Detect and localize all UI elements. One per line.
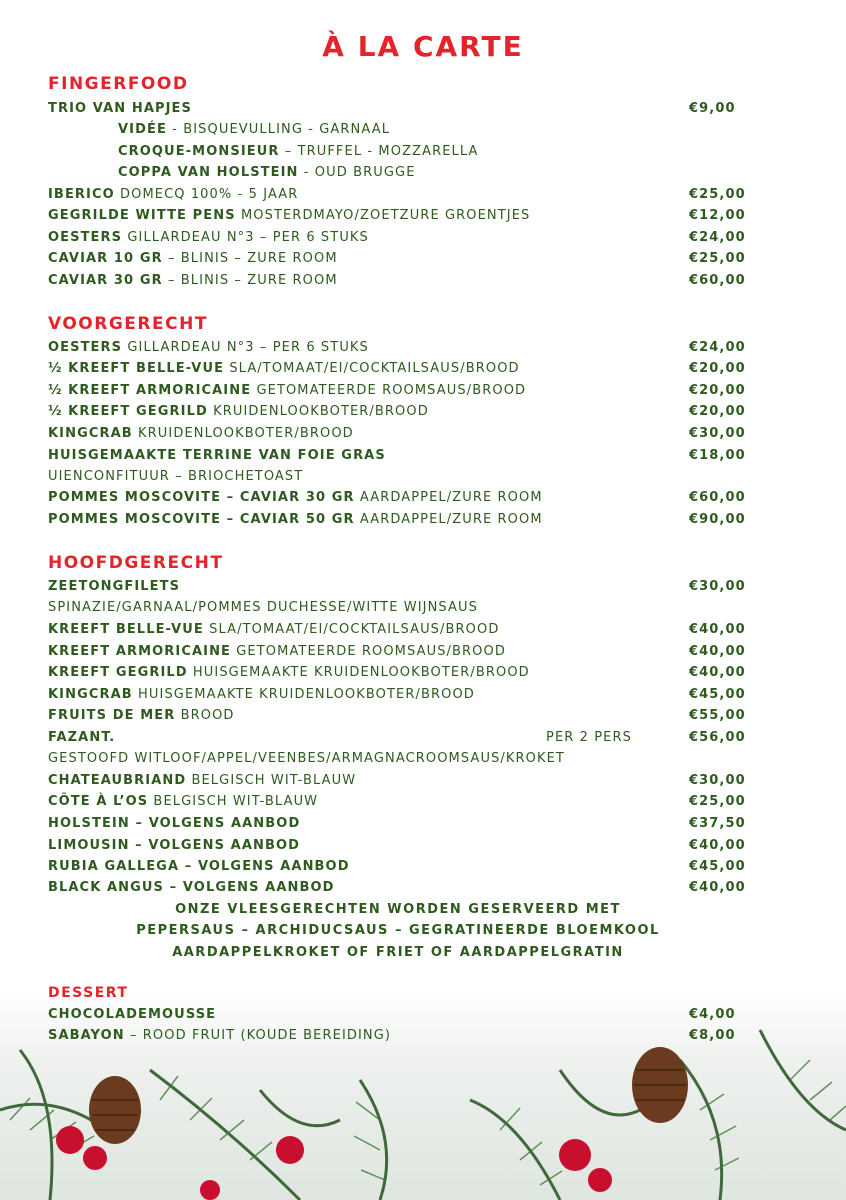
item-price: €55,00	[689, 708, 746, 723]
item-price: €60,00	[689, 273, 746, 288]
item-price: €20,00	[689, 361, 746, 376]
item-price: €40,00	[689, 622, 746, 637]
item-price: €30,00	[689, 426, 746, 441]
item-price: €40,00	[689, 644, 746, 659]
item-desc: DOMECQ 100% - 5 JAAR	[114, 187, 299, 202]
item-desc: – BLINIS – ZURE ROOM	[162, 251, 338, 266]
item-price: €56,00	[689, 730, 746, 745]
menu-item-half-kreeft-armoricaine	[48, 383, 748, 404]
item-name: ½ KREEFT BELLE-VUE	[48, 361, 225, 376]
item-name: CAVIAR 10 GR	[48, 251, 163, 266]
menu-item-limousin	[48, 838, 748, 859]
menu-item-pommes-moscovite-50	[48, 512, 748, 533]
item-desc: – ROOD FRUIT (KOUDE BEREIDING)	[124, 1028, 392, 1043]
menu-item-chateaubriand	[48, 773, 748, 794]
menu-item-terrine	[48, 448, 748, 469]
item-price: €12,00	[689, 208, 746, 223]
item-price: €40,00	[689, 665, 746, 680]
item-desc: - OUD BRUGGE	[298, 165, 416, 180]
item-price: €37,50	[689, 816, 746, 831]
menu-item-oesters	[48, 230, 748, 251]
item-desc: SPINAZIE/GARNAAL/POMMES DUCHESSE/WITTE WIJNSAUS	[48, 600, 478, 615]
item-name: KREEFT ARMORICAINE	[48, 644, 232, 659]
section-heading-hoofdgerecht: HOOFDGERECHT	[48, 553, 224, 573]
menu-item-fazant-desc	[48, 751, 748, 772]
menu-subitem-croque	[118, 144, 818, 165]
item-price: €9,00	[689, 101, 736, 116]
menu-item-kreeft-belle-vue	[48, 622, 748, 643]
menu-item-terrine-desc	[48, 469, 748, 490]
item-name: CÔTE À L’OS	[48, 794, 149, 809]
item-name: FRUITS DE MER	[48, 708, 176, 723]
item-name: OESTERS	[48, 340, 123, 355]
item-price: €24,00	[689, 340, 746, 355]
menu-item-sabayon	[48, 1028, 748, 1049]
item-name: KREEFT BELLE-VUE	[48, 622, 204, 637]
item-name: SABAYON	[48, 1028, 125, 1043]
item-name: KINGCRAB	[48, 687, 133, 702]
item-desc: HUISGEMAAKTE KRUIDENLOOKBOTER/BROOD	[132, 687, 475, 702]
menu-item-half-kreeft-belle-vue	[48, 361, 748, 382]
footnote-line-3: AARDAPPELKROKET OF FRIET OF AARDAPPELGRATIN	[172, 945, 624, 960]
item-price: €40,00	[689, 838, 746, 853]
item-name: RUBIA GALLEGA – VOLGENS AANBOD	[48, 859, 350, 874]
item-name: CHATEAUBRIAND	[48, 773, 187, 788]
item-price: €45,00	[689, 687, 746, 702]
item-name: ½ KREEFT ARMORICAINE	[48, 383, 252, 398]
menu-item-caviar-10	[48, 251, 748, 272]
item-price: €25,00	[689, 794, 746, 809]
item-price: €4,00	[689, 1007, 736, 1022]
item-note: PER 2 PERS	[546, 730, 632, 745]
item-desc: HUISGEMAAKTE KRUIDENLOOKBOTER/BROOD	[187, 665, 530, 680]
item-desc: KRUIDENLOOKBOTER/BROOD	[132, 426, 354, 441]
section-heading-dessert: DESSERT	[48, 985, 129, 1001]
item-desc: BELGISCH WIT-BLAUW	[186, 773, 357, 788]
menu-subitem-coppa	[118, 165, 818, 186]
item-desc: GETOMATEERDE ROOMSAUS/BROOD	[231, 644, 506, 659]
item-price: €20,00	[689, 404, 746, 419]
page-title: À LA CARTE	[322, 30, 524, 63]
item-desc: UIENCONFITUUR – BRIOCHETOAST	[48, 469, 304, 484]
item-desc: AARDAPPEL/ZURE ROOM	[354, 490, 543, 505]
item-desc: KRUIDENLOOKBOTER/BROOD	[207, 404, 429, 419]
footnote-line-2: PEPERSAUS – ARCHIDUCSAUS – GEGRATINEERDE BLOEMKOOL	[136, 923, 660, 938]
item-price: €24,00	[689, 230, 746, 245]
item-desc: AARDAPPEL/ZURE ROOM	[354, 512, 543, 527]
item-desc: – TRUFFEL - MOZZARELLA	[279, 144, 479, 159]
item-name: CAVIAR 30 GR	[48, 273, 163, 288]
menu-item-zeetongfilets-desc	[48, 600, 748, 621]
menu-item-fruits-de-mer	[48, 708, 748, 729]
menu-item-rubia-gallega	[48, 859, 748, 880]
item-name: CROQUE-MONSIEUR	[118, 144, 280, 159]
item-desc: GESTOOFD WITLOOF/APPEL/VEENBES/ARMAGNACROOMSAUS/KROKET	[48, 751, 565, 766]
item-name: BLACK ANGUS – VOLGENS AANBOD	[48, 880, 335, 895]
item-desc: – BLINIS – ZURE ROOM	[162, 273, 338, 288]
item-price: €25,00	[689, 187, 746, 202]
section-heading-fingerfood: FINGERFOOD	[48, 74, 189, 94]
menu-item-fazant	[48, 730, 748, 751]
footnote-line-1: ONZE VLEESGERECHTEN WORDEN GESERVEERD MET	[175, 902, 621, 917]
item-price: €30,00	[689, 579, 746, 594]
item-name: KREEFT GEGRILD	[48, 665, 188, 680]
item-desc: GILLARDEAU N°3 – PER 6 STUKS	[122, 340, 369, 355]
item-price: €20,00	[689, 383, 746, 398]
item-name: ½ KREEFT GEGRILD	[48, 404, 208, 419]
item-name: KINGCRAB	[48, 426, 133, 441]
menu-item-caviar-30	[48, 273, 748, 294]
menu-item-kingcrab	[48, 687, 748, 708]
item-name: IBERICO	[48, 187, 115, 202]
menu-item-black-angus	[48, 880, 748, 901]
menu-item-oesters	[48, 340, 748, 361]
item-name: LIMOUSIN – VOLGENS AANBOD	[48, 838, 301, 853]
menu-item-trio	[48, 101, 748, 122]
item-price: €30,00	[689, 773, 746, 788]
menu-item-iberico	[48, 187, 748, 208]
item-desc: GETOMATEERDE ROOMSAUS/BROOD	[251, 383, 527, 398]
item-name: CHOCOLADEMOUSSE	[48, 1007, 217, 1022]
item-name: HOLSTEIN – VOLGENS AANBOD	[48, 816, 301, 831]
menu-item-holstein	[48, 816, 748, 837]
item-desc: - BISQUEVULLING - GARNAAL	[166, 122, 391, 137]
item-name: COPPA VAN HOLSTEIN	[118, 165, 299, 180]
item-price: €40,00	[689, 880, 746, 895]
item-desc: SLA/TOMAAT/EI/COCKTAILSAUS/BROOD	[224, 361, 520, 376]
item-price: €25,00	[689, 251, 746, 266]
item-price: €8,00	[689, 1028, 736, 1043]
menu-item-kreeft-gegrild	[48, 665, 748, 686]
item-price: €45,00	[689, 859, 746, 874]
menu-item-zeetongfilets	[48, 579, 748, 600]
menu-item-kreeft-armoricaine	[48, 644, 748, 665]
item-name: ZEETONGFILETS	[48, 579, 181, 594]
menu-item-half-kreeft-gegrild	[48, 404, 748, 425]
item-name: GEGRILDE WITTE PENS	[48, 208, 236, 223]
item-price: €90,00	[689, 512, 746, 527]
item-name: POMMES MOSCOVITE – CAVIAR 30 GR	[48, 490, 355, 505]
item-desc: GILLARDEAU N°3 – PER 6 STUKS	[122, 230, 369, 245]
item-name: FAZANT.	[48, 730, 116, 745]
item-name: OESTERS	[48, 230, 123, 245]
item-name: TRIO VAN HAPJES	[48, 101, 192, 116]
item-name: POMMES MOSCOVITE – CAVIAR 50 GR	[48, 512, 355, 527]
item-name: VIDÉE	[118, 122, 167, 137]
item-name: HUISGEMAAKTE TERRINE VAN FOIE GRAS	[48, 448, 386, 463]
item-price: €60,00	[689, 490, 746, 505]
item-desc: MOSTERDMAYO/ZOETZURE GROENTJES	[235, 208, 531, 223]
item-price: €18,00	[689, 448, 746, 463]
item-desc: BELGISCH WIT-BLAUW	[148, 794, 319, 809]
menu-item-chocolademousse	[48, 1007, 748, 1028]
menu-item-cote-a-los	[48, 794, 748, 815]
item-desc: SLA/TOMAAT/EI/COCKTAILSAUS/BROOD	[203, 622, 500, 637]
menu-item-pommes-moscovite-30	[48, 490, 748, 511]
menu-item-kingcrab	[48, 426, 748, 447]
menu-item-pens	[48, 208, 748, 229]
item-desc: BROOD	[175, 708, 235, 723]
menu-subitem-videe	[118, 122, 818, 143]
section-heading-voorgerecht: VOORGERECHT	[48, 314, 208, 334]
